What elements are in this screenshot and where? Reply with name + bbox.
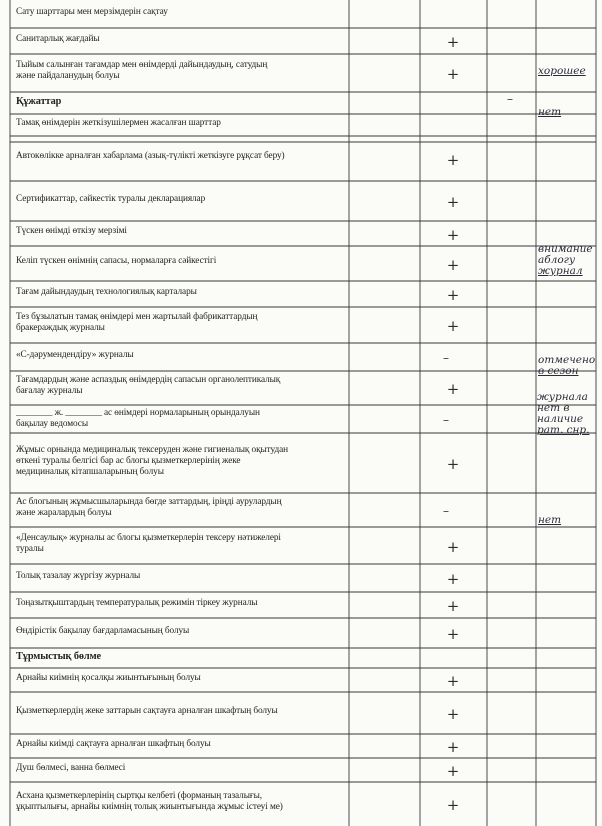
handwritten-note: наличие xyxy=(537,413,584,425)
plus-mark: + xyxy=(446,226,460,244)
plus-mark: + xyxy=(446,762,460,780)
plus-mark: + xyxy=(446,317,460,335)
handwritten-note: рат. снр. xyxy=(537,424,590,436)
criterion-text: туралы xyxy=(16,544,44,554)
handwritten-note: аблогу xyxy=(538,254,576,266)
criterion-text: Автокөлікке арналған хабарлама (азық-түлікті жеткізуге рұқсат беру) xyxy=(16,151,285,161)
plus-mark: + xyxy=(446,570,460,588)
criterion-text: ________ ж. ________ ас өнімдері нормаларының орындалуын xyxy=(16,408,260,418)
plus-mark: + xyxy=(446,286,460,304)
criterion-text: Ас блогының жұмысшыларында бөгде заттардың, іріңді аурулардың xyxy=(16,497,282,507)
plus-mark: + xyxy=(446,738,460,756)
handwritten-note: хорошее xyxy=(538,65,586,77)
handwritten-note: в сезон xyxy=(538,365,579,377)
criterion-text: Душ бөлмесі, ванна бөлмесі xyxy=(16,763,126,773)
criterion-text: Келіп түскен өнімнің сапасы, нормаларға сәйкестігі xyxy=(16,256,217,266)
criterion-text: өткені туралы белгісі бар ас блогы қызметкерлерінің жеке xyxy=(16,456,241,466)
dash-mark: – xyxy=(443,351,449,365)
criterion-text: Санитарлық жағдайы xyxy=(16,34,100,44)
plus-mark: + xyxy=(446,796,460,814)
criterion-text: және пайдаланудың болуы xyxy=(16,71,120,81)
plus-mark: + xyxy=(446,455,460,473)
criterion-text: Асхана қызметкерлерінің сыртқы келбеті (форманың тазалығы, xyxy=(16,791,262,801)
section-heading: Құжаттар xyxy=(16,96,62,107)
dash-mark: – xyxy=(507,92,513,106)
criterion-text: бракераждық журналы xyxy=(16,323,105,333)
handwritten-note: нет xyxy=(538,106,562,118)
criterion-text: Тағамдардың және аспаздық өнімдердің сапасын органолептикалық xyxy=(16,375,281,385)
criterion-text: Тез бұзылатын тамақ өнімдері мен жартылай фабрикаттардың xyxy=(16,312,258,322)
criterion-text: ұқыптылығы, арнайы киімнің толық жиынтығында жұмыс істеуі ме) xyxy=(16,802,283,812)
criterion-text: «С-дәрумендендіру» журналы xyxy=(16,350,134,360)
handwritten-note: журнала xyxy=(537,391,588,403)
criterion-text: бағалау журналы xyxy=(16,386,83,396)
plus-mark: + xyxy=(446,597,460,615)
criterion-text: Сату шарттары мен мерзімдерін сақтау xyxy=(16,7,168,17)
criterion-text: «Денсаулық» журналы ас блогы қызметкерлерін тексеру нәтижелері xyxy=(16,533,281,543)
criterion-text: Тағам дайындаудың технологиялық карталары xyxy=(16,287,197,297)
criterion-text: Тоңазытқыштардың температуралық режимін тіркеу журналы xyxy=(16,598,258,608)
criterion-text: Тамақ өнімдерін жеткізушілермен жасалған шарттар xyxy=(16,118,221,128)
criterion-text: Арнайы киімді сақтауға арналған шкафтың болуы xyxy=(16,739,211,749)
plus-mark: + xyxy=(446,672,460,690)
plus-mark: + xyxy=(446,193,460,211)
dash-mark: – xyxy=(443,504,449,518)
handwritten-note: нет в xyxy=(537,402,570,414)
plus-mark: + xyxy=(446,151,460,169)
criterion-text: Қызметкерлердің жеке заттарын сақтауға арналған шкафтың болуы xyxy=(16,706,278,716)
plus-mark: + xyxy=(446,380,460,398)
handwritten-note: внимание xyxy=(538,243,593,255)
criterion-text: Өндірістік бақылау бағдарламасының болуы xyxy=(16,626,190,636)
plus-mark: + xyxy=(446,256,460,274)
criterion-text: Түскен өнімді өткізу мерзімі xyxy=(16,226,127,236)
criterion-text: Тыйым салынған тағамдар мен өнімдерді дайындаудың, сатудың xyxy=(16,60,268,70)
handwritten-note: журнал xyxy=(538,265,583,277)
criterion-text: және жаралардың болуы xyxy=(16,508,112,518)
dash-mark: – xyxy=(443,413,449,427)
criterion-text: Сертификаттар, сәйкестік туралы декларациялар xyxy=(16,194,206,204)
plus-mark: + xyxy=(446,625,460,643)
plus-mark: + xyxy=(446,33,460,51)
criterion-text: бақылау ведомосы xyxy=(16,419,88,429)
plus-mark: + xyxy=(446,538,460,556)
criterion-text: Жұмыс орнында медициналық тексеруден және гигиеналық оқытудан xyxy=(16,445,289,455)
criterion-text: медициналық кітапшаларының болуы xyxy=(16,467,164,477)
criterion-text: Толық тазалау жүргізу журналы xyxy=(16,571,141,581)
plus-mark: + xyxy=(446,705,460,723)
handwritten-note: нет xyxy=(538,514,562,526)
plus-mark: + xyxy=(446,65,460,83)
handwritten-note: отмечено xyxy=(538,354,596,366)
criterion-text: Арнайы киімнің қосалқы жиынтығының болуы xyxy=(16,673,201,683)
section-heading: Тұрмыстық бөлме xyxy=(16,651,101,662)
